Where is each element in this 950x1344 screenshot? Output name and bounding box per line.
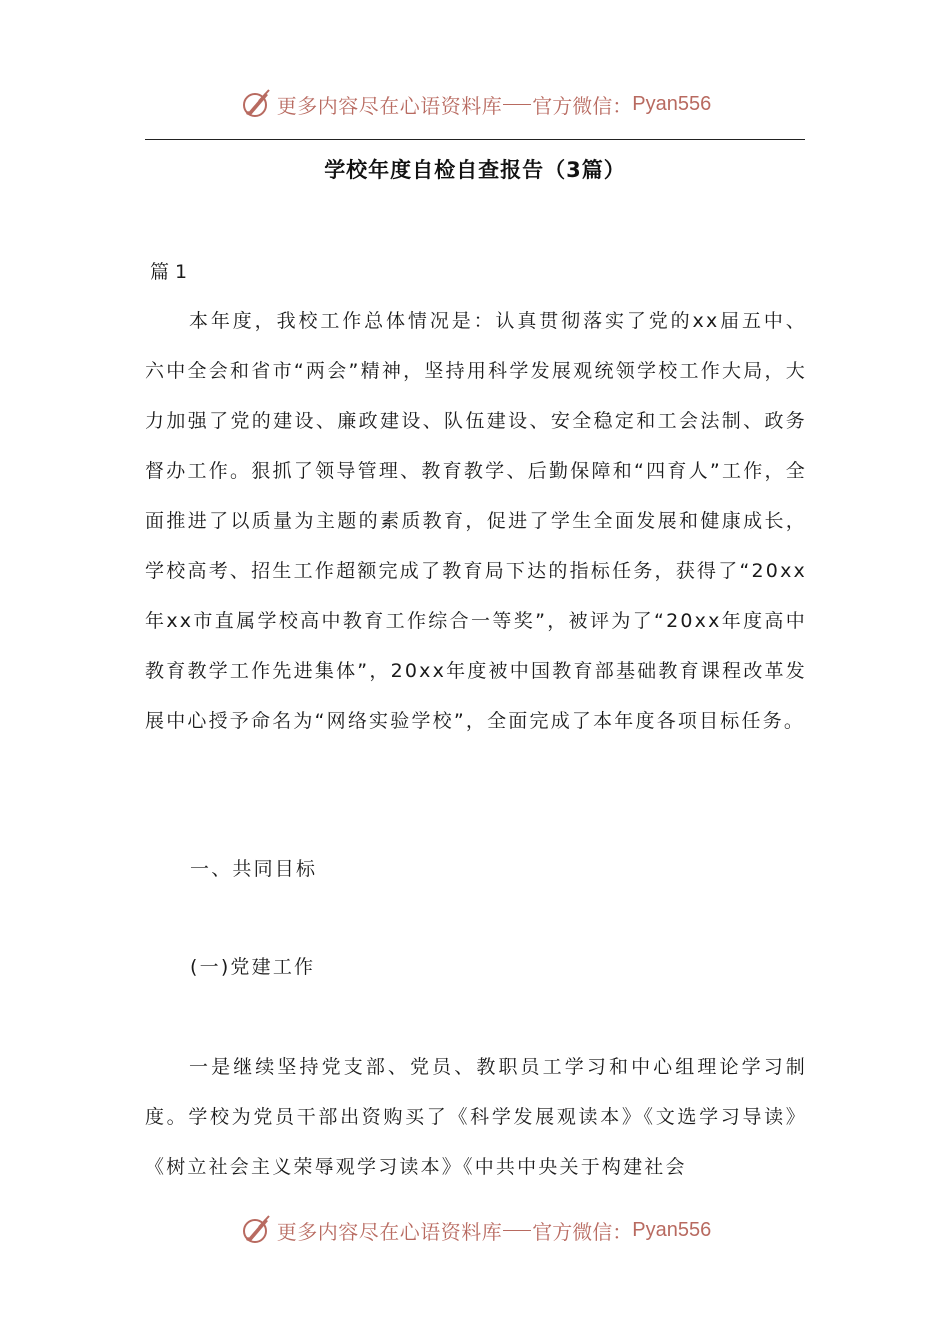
body-paragraph-1: 本年度，我校工作总体情况是：认真贯彻落实了党的xx届五中、六中全会和省市“两会”精神，坚持用科学发展观统领学校工作大局，大力加强了党的建设、廉政建设、队伍建设、安全稳定和工会法制、政务督办工作。狠抓了领导管理、教育教学、后勤保障和“四育人”工作，全面推进了以质量为主题的素质教育，促进了学生全面发展和健康成长，学校高考、招生工作超额完成了教育局下达的指标任务，获得了“20xx年xx市直属学校高中教育工作综合一等奖”，被评为了“20xx年度高中教育教学工作先进集体”，20xx年度被中国教育部基础教育课程改革发展中心授予命名为“网络实验学校”，全面完成了本年度各项目标任务。 [145, 310, 807, 732]
subsection-heading-party-building: (一)党建工作 [190, 956, 316, 978]
section-label: 篇 1 [150, 261, 188, 283]
watermark-dash [503, 104, 531, 105]
footer-watermark-dash [503, 1230, 531, 1231]
header-watermark [0, 84, 950, 124]
footer-watermark-wechat-id: Pyan556 [632, 1218, 712, 1241]
watermark-wechat-id: Pyan556 [632, 92, 712, 115]
quill-pen-logo-icon [239, 87, 273, 121]
watermark-brand-text: 更多内容尽在心语资料库 [276, 93, 503, 118]
body-paragraph-2: 一是继续坚持党支部、党员、教职员工学习和中心组理论学习制度。学校为党员干部出资购买了《科学发展观读本》《文选学习导读》《树立社会主义荣辱观学习读本》《中共中央关于构建社会 [145, 1056, 807, 1178]
section-heading-goals: 一、共同目标 [190, 858, 318, 880]
watermark-wechat-label: 官方微信： [532, 93, 633, 118]
quill-pen-logo-icon [239, 1213, 273, 1247]
document-title: 学校年度自检自查报告（3篇） [324, 158, 626, 182]
footer-watermark-brand-text: 更多内容尽在心语资料库 [276, 1219, 503, 1244]
footer-watermark [0, 1210, 950, 1250]
footer-watermark-wechat-label: 官方微信： [532, 1219, 633, 1244]
header-divider [145, 139, 805, 140]
